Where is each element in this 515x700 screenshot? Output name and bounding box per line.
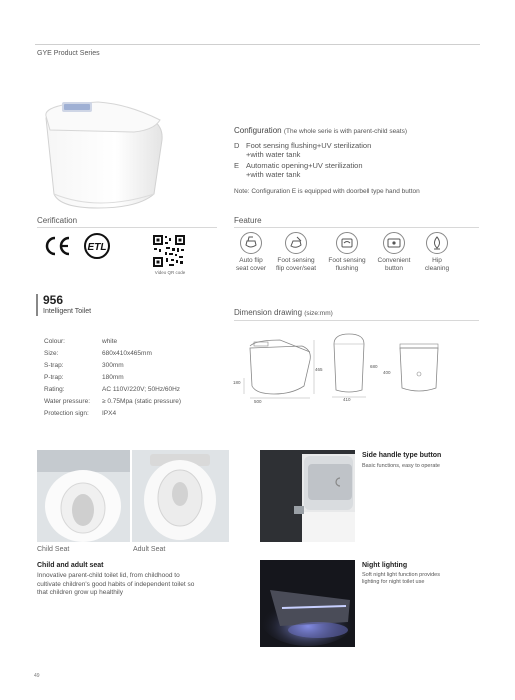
certification-divider [37, 227, 217, 228]
dim-back-height: 680 [370, 364, 378, 369]
configuration-heading: Configuration (The whole serie is with parent-child seats) [234, 126, 408, 135]
spec-row-colour: Colour: white [44, 338, 118, 345]
page-number: 49 [34, 673, 40, 679]
convenient-button-icon [383, 232, 405, 254]
dim-side-height: 465 [315, 367, 323, 372]
spec-row-water-pressure: Water pressure: ≥ 0.75Mpa (static pressure) [44, 398, 182, 405]
configuration-item-d: D Foot sensing flushing+UV sterilization +with water tank [234, 141, 372, 159]
auto-flip-icon [240, 232, 262, 254]
side-handle-description: Basic functions, easy to operate [362, 463, 440, 469]
night-lighting-title: Night lighting [362, 562, 408, 569]
night-lighting-description: Soft night light function provides lighting for night toilet use [362, 572, 440, 585]
certification-label: Cerification [37, 216, 78, 225]
series-title: GYE Product Series [37, 50, 100, 57]
side-handle-photo [260, 450, 355, 542]
back-view-drawing [396, 338, 442, 396]
feature-foot-sensing-cover: Foot sensing flip cover/seat [275, 232, 317, 272]
spec-row-protection: Protection sign: IPX4 [44, 410, 117, 417]
dim-back-inner: 400 [383, 370, 391, 375]
model-number: 956 [43, 293, 64, 307]
spec-row-s-trap: S-trap: 300mm [44, 362, 124, 369]
etl-mark-logo [82, 232, 112, 260]
feature-convenient-button: Convenient button [373, 232, 415, 272]
adult-seat-caption: Adult Seat [133, 546, 166, 553]
hip-cleaning-icon [426, 232, 448, 254]
side-view-drawing [240, 330, 320, 405]
configuration-note: Note: Configuration E is equipped with doorbell type hand button [234, 188, 420, 195]
side-handle-title: Side handle type button [362, 452, 442, 459]
front-view-drawing [328, 330, 370, 400]
dim-trap-height: 180 [233, 380, 241, 385]
spec-row-p-trap: P-trap: 180mm [44, 374, 124, 381]
dimension-heading: Dimension drawing (size:mm) [234, 308, 333, 317]
spec-row-size: Size: 680x410x465mm [44, 350, 152, 357]
ce-mark-logo [42, 235, 72, 257]
svg-text:ETL: ETL [87, 242, 107, 253]
foot-sensing-flush-icon [336, 232, 358, 254]
adult-seat-photo [132, 450, 229, 542]
top-divider [35, 44, 480, 45]
child-seat-caption: Child Seat [37, 546, 70, 553]
hero-toilet-image [38, 90, 188, 215]
dimension-divider [234, 320, 479, 321]
configuration-item-e: E Automatic opening+UV sterilization +with water tank [234, 161, 363, 179]
video-qr-code[interactable] [152, 234, 186, 268]
seat-section-title: Child and adult seat [37, 562, 104, 569]
feature-hip-cleaning: Hip cleaning [416, 232, 458, 272]
feature-label: Feature [234, 216, 262, 225]
spec-row-rating: Rating: AC 110V/220V; 50Hz/60Hz [44, 386, 181, 393]
feature-foot-sensing-flush: Foot sensing flushing [326, 232, 368, 272]
dim-side-width: 500 [254, 399, 262, 404]
feature-auto-flip: Auto flip seat cover [230, 232, 272, 272]
night-lighting-photo [260, 560, 355, 647]
seat-section-description: Innovative parent-child toilet lid, from childhood to cultivate children's good habits of independent toilet so that children grow up healthily [37, 572, 195, 596]
dim-front-width: 410 [343, 397, 351, 402]
model-name: Intelligent Toilet [43, 308, 92, 315]
child-seat-photo [37, 450, 130, 542]
foot-sensing-cover-icon [285, 232, 307, 254]
feature-divider [234, 227, 479, 228]
qr-caption: Video QR code [154, 270, 186, 275]
model-accent-bar [36, 294, 38, 316]
